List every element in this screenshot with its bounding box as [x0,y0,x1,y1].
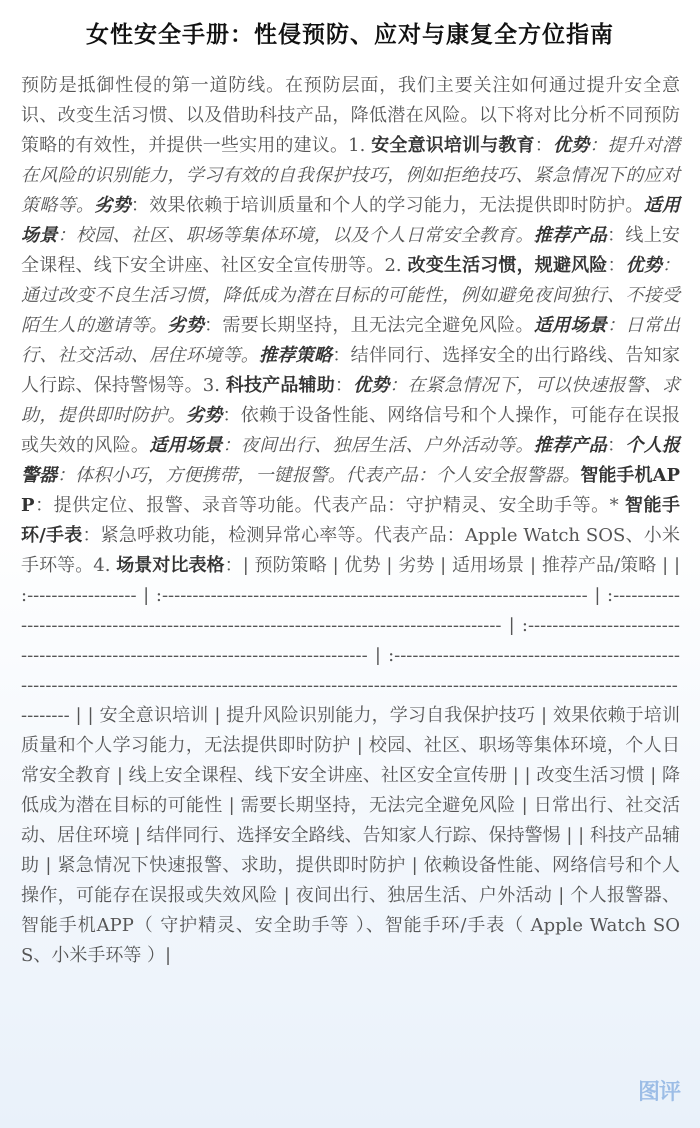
section-2-recommend-label: 推荐策略 [259,345,333,366]
section-1-scene-label: 适用场景 [21,195,681,246]
article-body [21,71,680,971]
section-2-title: 改变生活习惯，规避风险 [407,255,608,276]
section-3-recommend-colon: ： [607,435,626,456]
section-1-recommend-text: ：线上安全课程、线下安全讲座、社区安全宣传册等。 [21,225,681,276]
section-3-recommend-label: 推荐产品 [533,435,608,456]
product-2-label: 智能手机APP [21,465,680,516]
section-3-number: 3. [202,375,226,396]
section-3-disadvantage-label: 劣势 [185,405,223,426]
page-title: 女性安全手册：性侵预防、应对与康复全方位指南 [86,22,614,48]
section-3-disadvantage-text: ：依赖于设备性能、网络信号和个人操作，可能存在误报或失效的风险。 [21,405,681,456]
section-1-scene-text: ：校园、社区、职场等集体环境，以及个人日常安全教育。 [57,225,534,246]
product-2-text: ：提供定位、报警、录音等功能。代表产品：守护精灵、安全助手等。 [34,495,610,516]
section-3-colon: ： [334,375,354,396]
section-2-number: 2. [384,255,408,276]
product-3-bullet: * [609,495,625,516]
section-3-scene-text: ：夜间出行、独居生活、户外活动等。 [222,435,534,456]
section-1-recommend-label: 推荐产品 [533,225,608,246]
intro-text: 预防是抵御性侵的第一道防线。在预防层面，我们主要关注如何通过提升安全意识、改变生活习惯、以及借助科技产品，降低潜在风险。以下将对比分析不同预防策略的有效性，并提供一些实用的建议。 [21,75,680,156]
section-4-title: 场景对比表格 [116,555,225,576]
comparison-table-text: ：| 预防策略 | 优势 | 劣势 | 适用场景 | 推荐产品/策略 | | :------------------ | :---------------------------------------------------------------------- | :------------------------------------------------------------------------------------------ | :---------------------------------------------------------------------------------- | :------------------------------------------------------------------------------------------------------------------------------------------------------------------- | | 安全意识培训 | 提升风险识别能力，学习自我保护技巧 | 效果依赖于培训质量和个人学习能力，无法提供即时防护 | 校园、社区、职场等集体环境，个人日常安全教育 | 线上安全课程、线下安全讲座、社区安全宣传册 | | 改变生活习惯 | 降低成为潜在目标的可能性 | 需要长期坚持，无法完全避免风险 | 日常出行、社交活动、居住环境 | 结伴同行、选择安全路线、告知家人行踪、保持警惕 | | 科技产品辅助 | 紧急情况下快速报警、求助，提供即时防护 | 依赖设备性能、网络信号和个人操作，可能存在误报或失效风险 | 夜间出行、独居生活、户外活动 | 个人报警器、智能手机APP（ 守护精灵、安全助手等 ）、智能手环/手表（ Apple Watch SOS、小米手环等 ）| [21,555,681,966]
section-2-disadvantage-text: ：需要长期坚持，且无法完全避免风险。 [204,315,534,336]
section-3-advantage-label: 优势 [353,375,390,396]
section-2-colon: ： [607,255,626,276]
section-2-recommend-text: ：结伴同行、选择安全的出行路线、告知家人行踪、保持警惕等。 [21,345,681,396]
section-1-disadvantage-text: ：效果依赖于培训质量和个人的学习能力，无法提供即时防护。 [130,195,644,216]
section-1-disadvantage-label: 劣势 [94,195,131,216]
product-1-label: 个人报警器 [21,435,681,486]
section-3-advantage-text: ：在紧急情况下，可以快速报警、求助，提供即时防护。 [21,375,681,426]
section-3-scene-label: 适用场景 [149,435,223,456]
section-1-number: 1. [348,135,372,156]
section-1-colon: ： [534,135,553,156]
section-4-number: 4. [93,555,117,576]
section-2-disadvantage-label: 劣势 [167,315,205,336]
product-3-label: 智能手环/手表 [21,495,681,546]
product-3-text: ：紧急呼救功能，检测异常心率等。代表产品：Apple Watch SOS、小米手环等。 [21,525,681,576]
section-1-title: 安全意识培训与教育 [371,135,535,156]
section-1-advantage-text: ：提升对潜在风险的识别能力，学习有效的自我保护技巧，例如拒绝技巧、紧急情况下的应对策略等。 [21,135,681,216]
section-3-title: 科技产品辅助 [225,375,335,396]
watermark-logo: 图评 [637,1080,680,1105]
product-1-text: ：体积小巧，方便携带，一键报警。代表产品：个人安全报警器。 [57,465,581,486]
section-1-advantage-label: 优势 [552,135,590,156]
section-2-advantage-text: ：通过改变不良生活习惯，降低成为潜在目标的可能性，例如避免夜间独行、不接受陌生人的邀请等。 [21,255,681,336]
section-2-advantage-label: 优势 [625,255,663,276]
section-2-scene-label: 适用场景 [533,315,608,336]
section-2-scene-text: ：日常出行、社交活动、居住环境等。 [21,315,681,366]
